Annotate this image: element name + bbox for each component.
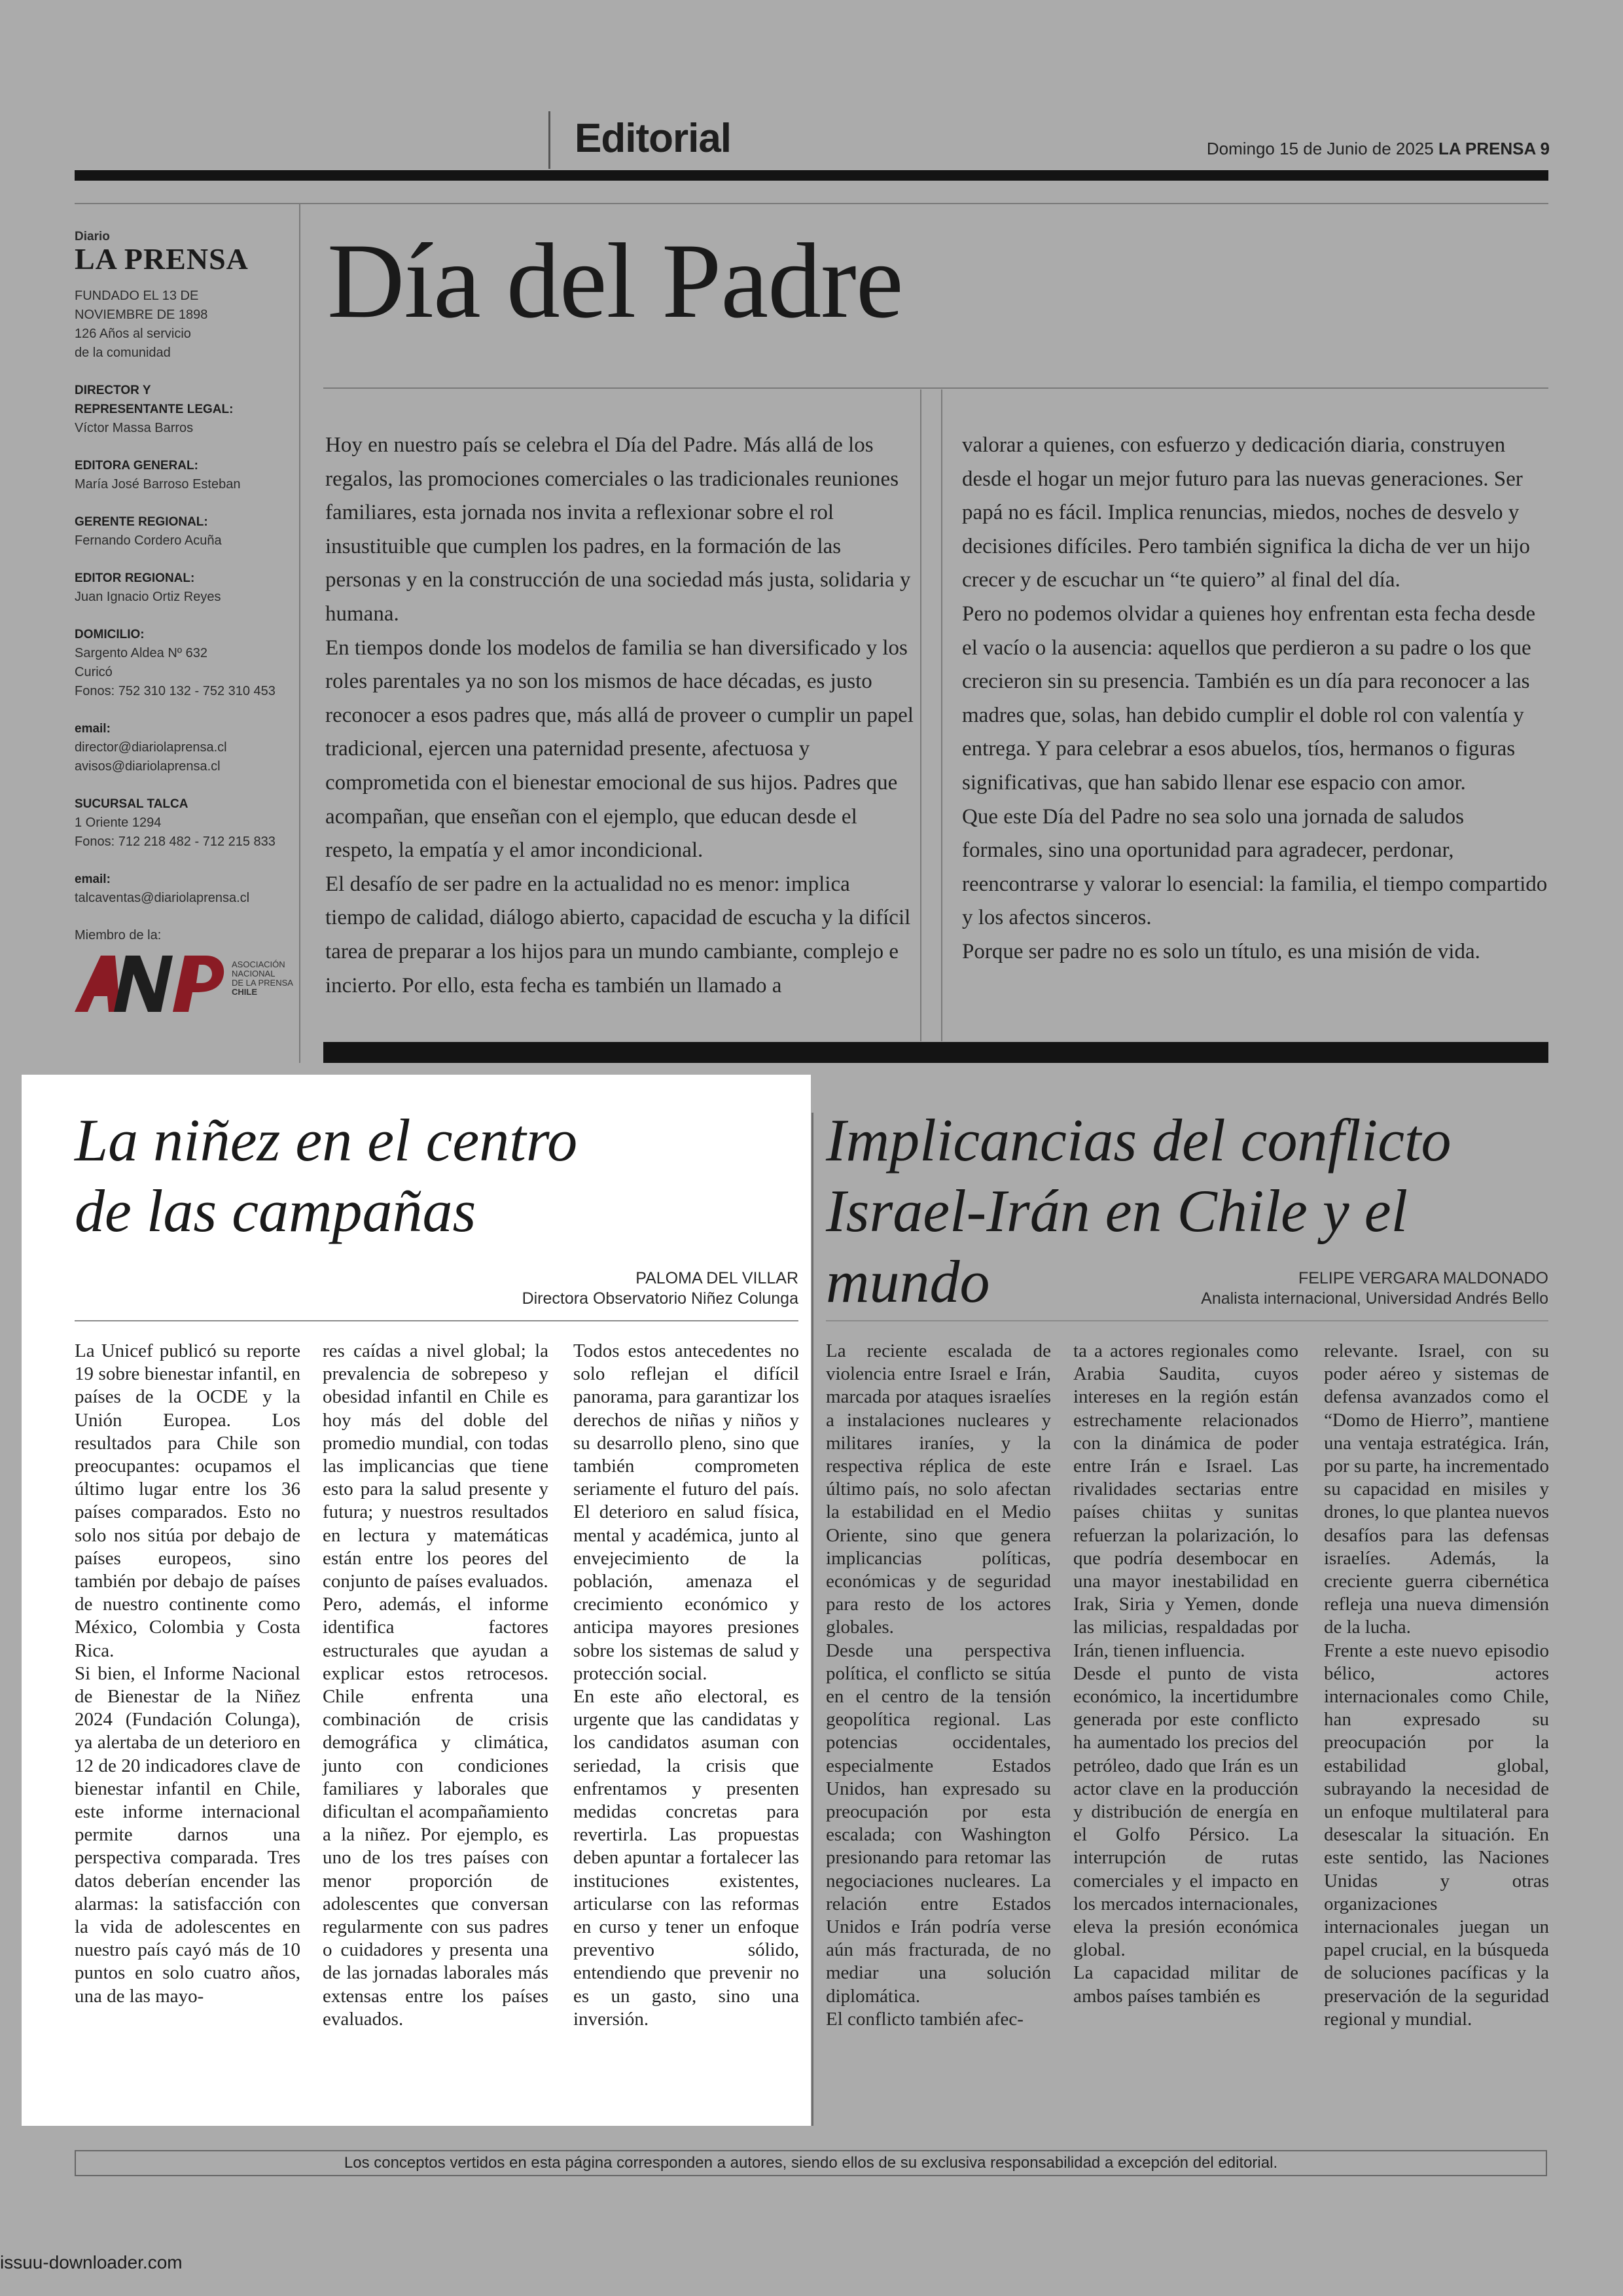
- author-role: Analista internacional, Universidad Andrés Bello: [1201, 1289, 1548, 1308]
- editorial-column-1: [325, 429, 914, 1003]
- editorial-paragraph: valorar a quienes, con esfuerzo y dedicación diaria, construyen desde el hogar un mejor futuro para las nuevas generaciones. Ser papá no es fácil. Implica renuncias, miedos, noches de desvelo y decisiones difíciles. Pero también significa la dicha de ver un hijo crecer y de escuchar un “te quiero” al final del día.: [962, 433, 1530, 592]
- opinion-right-column-1: [826, 1340, 1051, 2031]
- editorial-bottom-bar: [323, 1042, 1548, 1063]
- sucursal-block: [75, 795, 291, 852]
- opinion-right-column-3: [1324, 1340, 1549, 2031]
- opinion-divider: [812, 1113, 813, 2126]
- article-paragraph: Frente a este nuevo episodio bélico, actores internacionales como Chile, han expresado su preocupación por la estabilidad global, subrayando la necesidad de un enfoque multilateral para desescalar la situación. En este sentido, las Naciones Unidas y otras organizaciones internacionales juegan un papel crucial, en la búsqueda de soluciones pacíficas y la preservación de la seguridad regional y mundial.: [1324, 1640, 1549, 2030]
- opinion-right-rule: [826, 1320, 1548, 1321]
- opinion-title-line: Israel-Irán en Chile y el mundo: [826, 1177, 1408, 1315]
- sucursal-line: 1 Oriente 1294: [75, 816, 162, 830]
- anp-text-line: DE LA PRENSA: [232, 978, 293, 988]
- editorial-paragraph: El desafío de ser padre en la actualidad no es menor: implica tiempo de calidad, diálogo abierto, capacidad de escucha y la difícil tarea de preparar a los hijos para un mundo cambiante, complejo e incierto. Por ello, esta fecha es también un llamado a: [325, 872, 911, 997]
- director-label: REPRESENTANTE LEGAL:: [75, 403, 234, 416]
- email-link[interactable]: avisos@diariolaprensa.cl: [75, 759, 221, 774]
- sucursal-line: Fonos: 712 218 482 - 712 215 833: [75, 834, 276, 849]
- watermark: issuu-downloader.com: [0, 2252, 183, 2272]
- author-role: Directora Observatorio Niñez Colunga: [522, 1289, 798, 1308]
- editorial-column-rule: [941, 389, 942, 1041]
- email-link[interactable]: director@diariolaprensa.cl: [75, 740, 227, 755]
- header-divider: [548, 111, 550, 169]
- article-paragraph: ta a actores regionales como Arabia Saudita, cuyos intereses en la región están estrechamente relacionados con la dinámica de poder entre Irán e Israel. Las rivalidades sectarias entre países chiitas y sunitas refuerzan la polarización, lo que podría desembocar en una mayor inestabilidad en Irak, Siria y Yemen, donde las milicias, respaldadas por Irán, tienen influencia.: [1073, 1340, 1298, 1661]
- anp-logo-p: [173, 956, 224, 1012]
- domicilio-label: DOMICILIO:: [75, 628, 145, 641]
- editorial-paragraph: Que este Día del Padre no sea solo una jornada de saludos formales, sino una oportunidad para agradecer, perdonar, reencontrarse y valorar lo esencial: la familia, el tiempo compartido y los afectos sinceros.: [962, 804, 1548, 930]
- gerente-name: Fernando Cordero Acuña: [75, 533, 222, 548]
- header-date: [1207, 139, 1550, 159]
- date-text: Domingo 15 de Junio de 2025: [1206, 139, 1434, 158]
- disclaimer-box: Los conceptos vertidos en esta página corresponden a autores, siendo ellos de su exclusiva responsabilidad a excepción del editorial.: [75, 2150, 1547, 2176]
- sucursal-label: SUCURSAL TALCA: [75, 797, 188, 811]
- author-name: PALOMA DEL VILLAR: [635, 1269, 798, 1287]
- opinion-left-byline: [75, 1268, 798, 1309]
- email-block: [75, 719, 291, 776]
- founded-line: de la comunidad: [75, 346, 171, 360]
- domicilio-line: Sargento Aldea Nº 632: [75, 646, 208, 660]
- article-paragraph: La reciente escalada de violencia entre Israel e Irán, marcada por ataques israelíes a instalaciones nucleares y militares iraníes, y la respectiva réplica de este último país, no solo afectan la estabilidad en el Medio Oriente, sino que genera implicancias políticas, económicas y de seguridad para resto de los actores globales.: [826, 1340, 1051, 1638]
- founded-line: 126 Años al servicio: [75, 327, 191, 341]
- director-block: [75, 381, 291, 438]
- article-paragraph: Desde una perspectiva política, el conflicto se sitúa en el centro de la tensión geopolítica regional. Las potencias occidentales, especialmente Estados Unidos, han expresado su preocupación por esta escalada; con Washington presionando para retomar las negociaciones nucleares. La relación entre Estados Unidos e Irán podría verse aún más fracturada, de no mediar una solución diplomática.: [826, 1640, 1051, 2007]
- article-paragraph: La capacidad militar de ambos países también es: [1073, 1962, 1298, 2007]
- section-title: Editorial: [575, 116, 732, 161]
- sidebar-rule: [299, 204, 300, 1063]
- editorial-column-2: [962, 429, 1548, 969]
- article-paragraph: El conflicto también afec-: [826, 2008, 1024, 2030]
- anp-logo-n: [114, 956, 173, 1012]
- editor-name: Juan Ignacio Ortiz Reyes: [75, 590, 221, 604]
- founded-line: FUNDADO EL 13 DE: [75, 289, 199, 303]
- opinion-right-column-2: [1073, 1340, 1298, 2008]
- editorial-column-rule: [920, 389, 921, 1041]
- article-paragraph: Desde el punto de vista económico, la incertidumbre generada por este conflicto ha aumentado los precios del petróleo, dado que Irán es un actor clave en la producción y distribución de energía en el Golfo Pérsico. La interrupción de rutas comerciales y el impacto en los mercados internacionales, eleva la presión económica global.: [1073, 1662, 1298, 1961]
- opinion-right-byline: [826, 1268, 1548, 1309]
- opinion-left-column-1: [75, 1340, 300, 2008]
- email2-label: email:: [75, 872, 111, 886]
- article-paragraph: Pero, además, el informe identifica factores estructurales que ayudan a explicar estos retrocesos. Chile enfrenta una combinación de crisis demográfica y climática, junto con condiciones familiares y laborales que dificultan el acompañamiento a la niñez. Por ejemplo, es uno de los tres países con menor proporción de adolescentes que conversan regularmente con sus padres o cuidadores y presenta una de las jornadas laborales más extensas entre los países evaluados.: [323, 1594, 548, 2030]
- opinion-left-rule: [75, 1320, 798, 1321]
- opinion-left-column-3: [573, 1340, 799, 2031]
- article-paragraph: Todos estos antecedentes no solo reflejan el difícil panorama, para garantizar los derechos de niñas y niños y su desarrollo pleno, sino que también comprometen seriamente el futuro del país. El deterioro en salud física, mental y académica, junto al envejecimiento de la población, amenaza el crecimiento económico y anticipa mayores presiones sobre los sistemas de salud y protección social.: [573, 1340, 799, 1684]
- founded-line: NOVIEMBRE DE 1898: [75, 308, 208, 322]
- domicilio-line: Fonos: 752 310 132 - 752 310 453: [75, 684, 276, 698]
- founded-block: [75, 287, 291, 363]
- gerente-label: GERENTE REGIONAL:: [75, 515, 208, 529]
- editorial-paragraph: En tiempos donde los modelos de familia se han diversificado y los roles parentales ya no son los mismos de hace décadas, es justo reconocer a esos padres que, más allá de proveer o cumplir un papel tradicional, ejercen una paternidad presente, afectuosa y comprometida con el bienestar emocional de sus hijos. Padres que acompañan, que enseñan con el ejemplo, que educan desde el respeto, la empatía y el amor incondicional.: [325, 636, 914, 863]
- editora-name: María José Barroso Esteban: [75, 477, 241, 492]
- editorial-paragraph: Hoy en nuestro país se celebra el Día del Padre. Más allá de los regalos, las promociones comerciales o las tradicionales reuniones familiares, esta jornada nos invita a reflexionar sobre el rol insustituible que cumplen los padres, en la formación de las personas y en la construcción de una sociedad más justa, solidaria y humana.: [325, 433, 911, 626]
- anp-text-line: NACIONAL: [232, 969, 276, 978]
- editora-block: [75, 456, 291, 494]
- opinion-left-column-2: [323, 1340, 548, 2031]
- opinion-left-title: [75, 1105, 794, 1246]
- editorial-title: Día del Padre: [327, 222, 903, 340]
- author-name: FELIPE VERGARA MALDONADO: [1298, 1269, 1548, 1287]
- article-paragraph: res caídas a nivel global; la prevalencia de sobrepeso y obesidad infantil en Chile es hoy más del doble del promedio mundial, con todas las implicancias que tiene esto para la salud presente y futura; y nuestros resultados en lectura y matemáticas están entre los peores del conjunto de países evaluados.: [323, 1340, 548, 1592]
- thin-rule: [75, 203, 1548, 204]
- email-label: email:: [75, 722, 111, 736]
- anp-logo: [75, 950, 293, 1016]
- top-rule: [75, 170, 1548, 181]
- masthead-diario: Diario: [75, 230, 110, 243]
- domicilio-block: [75, 625, 291, 701]
- email2-link[interactable]: talcaventas@diariolaprensa.cl: [75, 891, 250, 905]
- article-paragraph: relevante. Israel, con su poder aéreo y sistemas de defensa avanzados como el “Domo de Hierro”, mantiene una ventaja estratégica. Irán, por su parte, ha incrementado su capacidad en misiles y drones, lo que plantea nuevos desafíos para las defensas israelíes. Además, la creciente guerra cibernética refleja una nueva dimensión de la lucha.: [1324, 1340, 1549, 1638]
- director-label: DIRECTOR Y: [75, 384, 151, 397]
- email2-block: [75, 870, 291, 908]
- article-paragraph: En este año electoral, es urgente que las candidatas y los candidatos asuman con seriedad, la crisis que enfrentamos y presenten medidas concretas para revertirla. Las propuestas deben apuntar a fortalecer las instituciones existentes, articularse con las reformas en curso y tener un enfoque preventivo sólido, entendiendo que prevenir no es un gasto, sino una inversión.: [573, 1686, 799, 2030]
- editorial-paragraph: Porque ser padre no es solo un título, es una misión de vida.: [962, 939, 1480, 963]
- opinion-title-line: Implicancias del conflicto: [826, 1107, 1452, 1174]
- masthead-logo: LA PRENSA: [75, 242, 249, 276]
- director-name: Víctor Massa Barros: [75, 421, 194, 435]
- domicilio-line: Curicó: [75, 665, 113, 679]
- masthead: [75, 230, 291, 1022]
- opinion-title-line: de las campañas: [75, 1177, 476, 1244]
- editorial-paragraph: Pero no podemos olvidar a quienes hoy enfrentan esta fecha desde el vacío o la ausencia: aquellos que perdieron a su padre o los que crecieron sin su presencia. También es un día para reconocer a las madres que, solas, han debido cumplir el doble rol con valentía y entrega. Y para celebrar a esos abuelos, tíos, hermanos o figuras significativas, que han sabido llenar ese espacio con amor.: [962, 601, 1536, 795]
- anp-text-line: ASOCIACIÓN: [232, 960, 285, 969]
- anp-text-line: CHILE: [232, 987, 257, 997]
- editor-label: EDITOR REGIONAL:: [75, 571, 195, 585]
- article-paragraph: Si bien, el Informe Nacional de Bienestar de la Niñez 2024 (Fundación Colunga), ya alertaba de un deterioro en 12 de 20 indicadores clave de bienestar infantil en Chile, este informe internacional permite darnos una perspectiva comparada. Tres datos deberían encender las alarmas: la satisfacción con la vida de adolescentes en nuestro país cayó más de 10 puntos en solo cuatro años, una de las mayo-: [75, 1662, 300, 2007]
- paper-page: LA PRENSA 9: [1438, 139, 1550, 158]
- gerente-block: [75, 512, 291, 550]
- editor-block: [75, 569, 291, 607]
- editorial-rule: [323, 387, 1548, 389]
- opinion-title-line: La niñez en el centro: [75, 1107, 578, 1174]
- article-paragraph: La Unicef publicó su reporte 19 sobre bienestar infantil, en países de la OCDE y la Unión Europea. Los resultados para Chile son preocupantes: ocupamos el último lugar entre los 36 países comparados. Esto no solo nos sitúa por debajo de países europeos, sino también por debajo de países de nuestro continente como México, Colombia y Costa Rica.: [75, 1340, 300, 1661]
- anp-logo-a: [75, 956, 120, 1012]
- member-label: Miembro de la:: [75, 928, 162, 942]
- editora-label: EDITORA GENERAL:: [75, 459, 198, 473]
